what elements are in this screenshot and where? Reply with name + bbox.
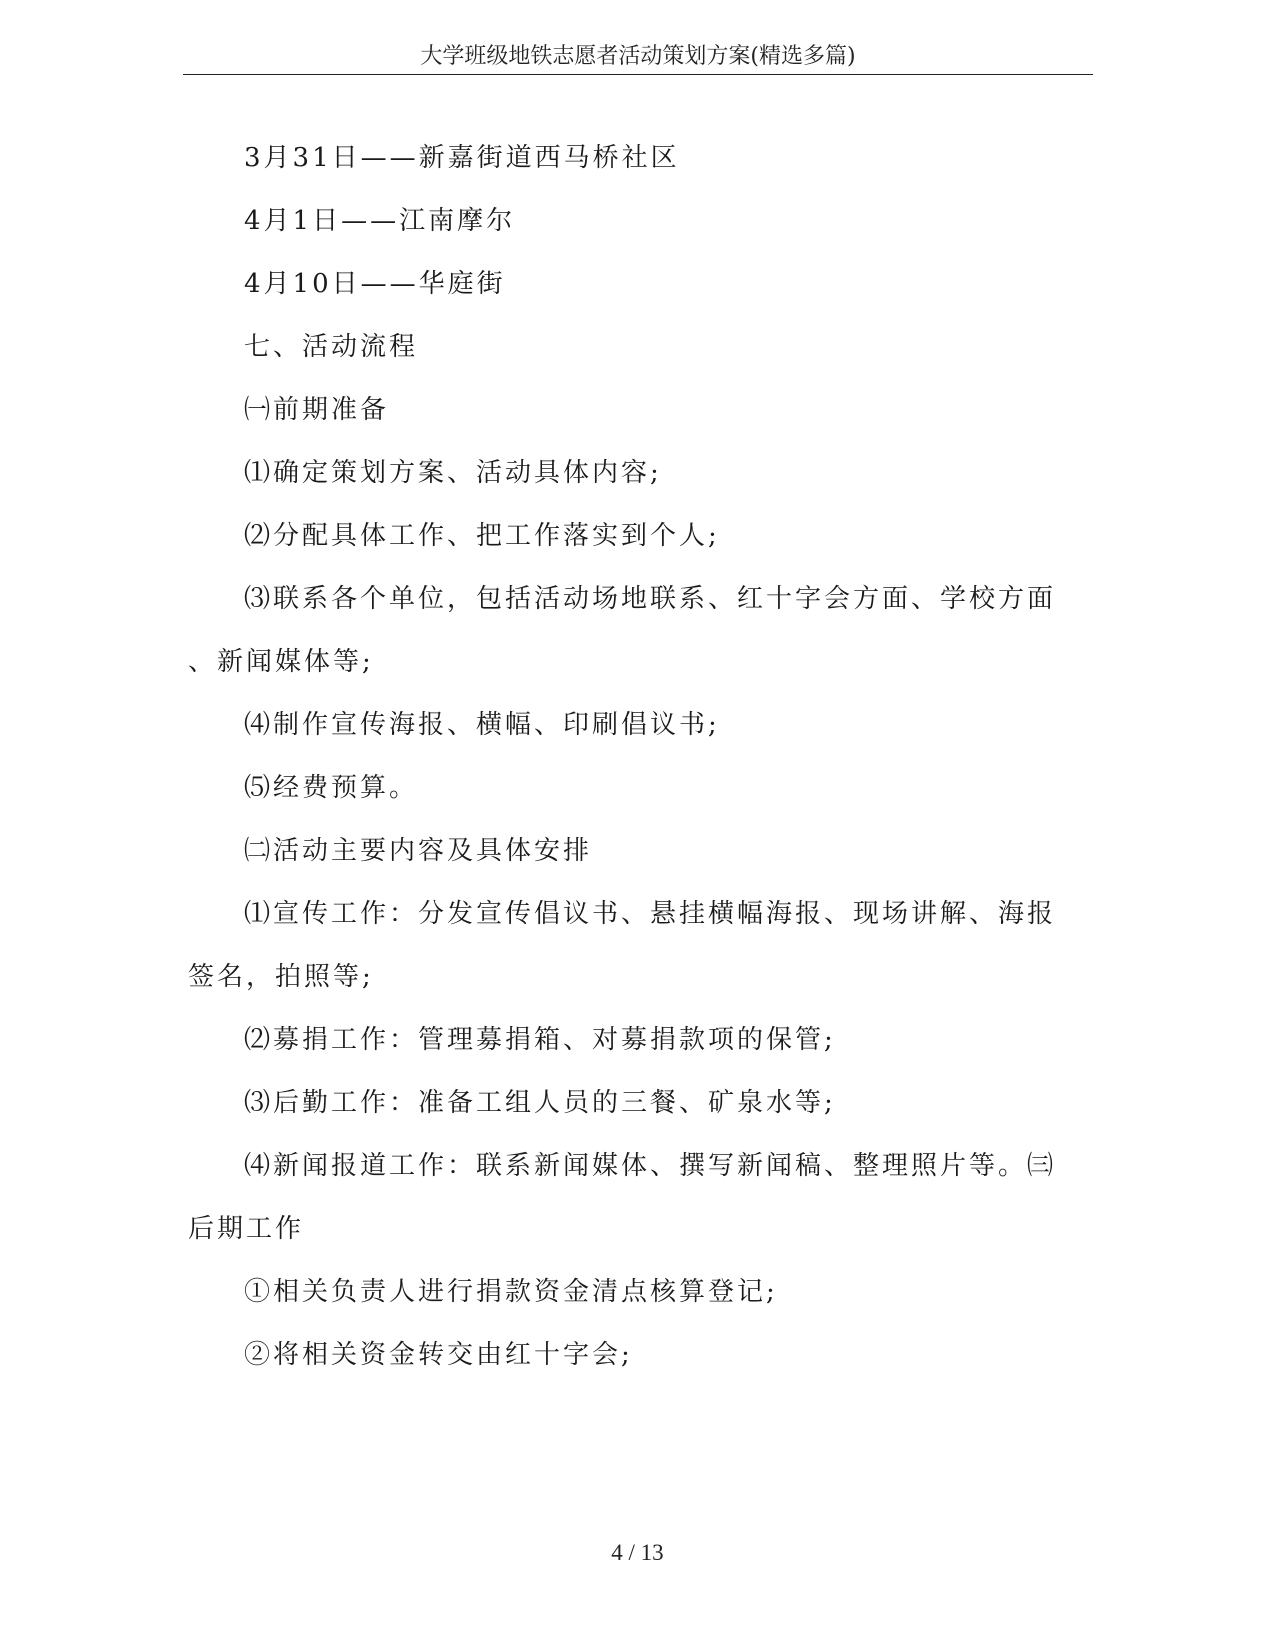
paragraph-line: 4月1日——江南摩尔 <box>244 206 516 236</box>
list-item-continuation: 后期工作 <box>188 1214 305 1244</box>
subsection-heading: ㈠前期准备 <box>244 395 390 425</box>
document-title: 大学班级地铁志愿者活动策划方案(精选多篇) <box>420 44 856 69</box>
subsection-heading: ㈡活动主要内容及具体安排 <box>244 836 593 866</box>
page-header <box>183 40 1093 75</box>
list-item: ⑵分配具体工作、把工作落实到个人; <box>244 521 720 551</box>
list-item: ①相关负责人进行捐款资金清点核算登记; <box>244 1277 778 1307</box>
paragraph-line: 3月31日——新嘉街道西马桥社区 <box>244 143 680 173</box>
paragraph-line: 4月10日——华庭街 <box>244 269 506 299</box>
list-item: ②将相关资金转交由红十字会; <box>244 1340 633 1370</box>
list-item: ⑴宣传工作：分发宣传倡议书、悬挂横幅海报、现场讲解、海报 <box>244 899 1057 929</box>
list-item: ⑴确定策划方案、活动具体内容; <box>244 458 662 488</box>
page-number: 4 / 13 <box>611 1540 664 1565</box>
list-item: ⑸经费预算。 <box>244 773 419 803</box>
page-footer <box>0 1540 1275 1566</box>
list-item-continuation: 、新闻媒体等; <box>188 647 374 677</box>
list-item: ⑶后勤工作：准备工组人员的三餐、矿泉水等; <box>244 1088 836 1118</box>
list-item: ⑶联系各个单位，包括活动场地联系、红十字会方面、学校方面 <box>244 584 1057 614</box>
list-item: ⑷制作宣传海报、横幅、印刷倡议书; <box>244 710 720 740</box>
list-item-continuation: 签名，拍照等; <box>188 962 374 992</box>
list-item: ⑷新闻报道工作：联系新闻媒体、撰写新闻稿、整理照片等。㈢ <box>244 1151 1057 1181</box>
section-heading: 七、活动流程 <box>244 332 419 362</box>
list-item: ⑵募捐工作：管理募捐箱、对募捐款项的保管; <box>244 1025 836 1055</box>
